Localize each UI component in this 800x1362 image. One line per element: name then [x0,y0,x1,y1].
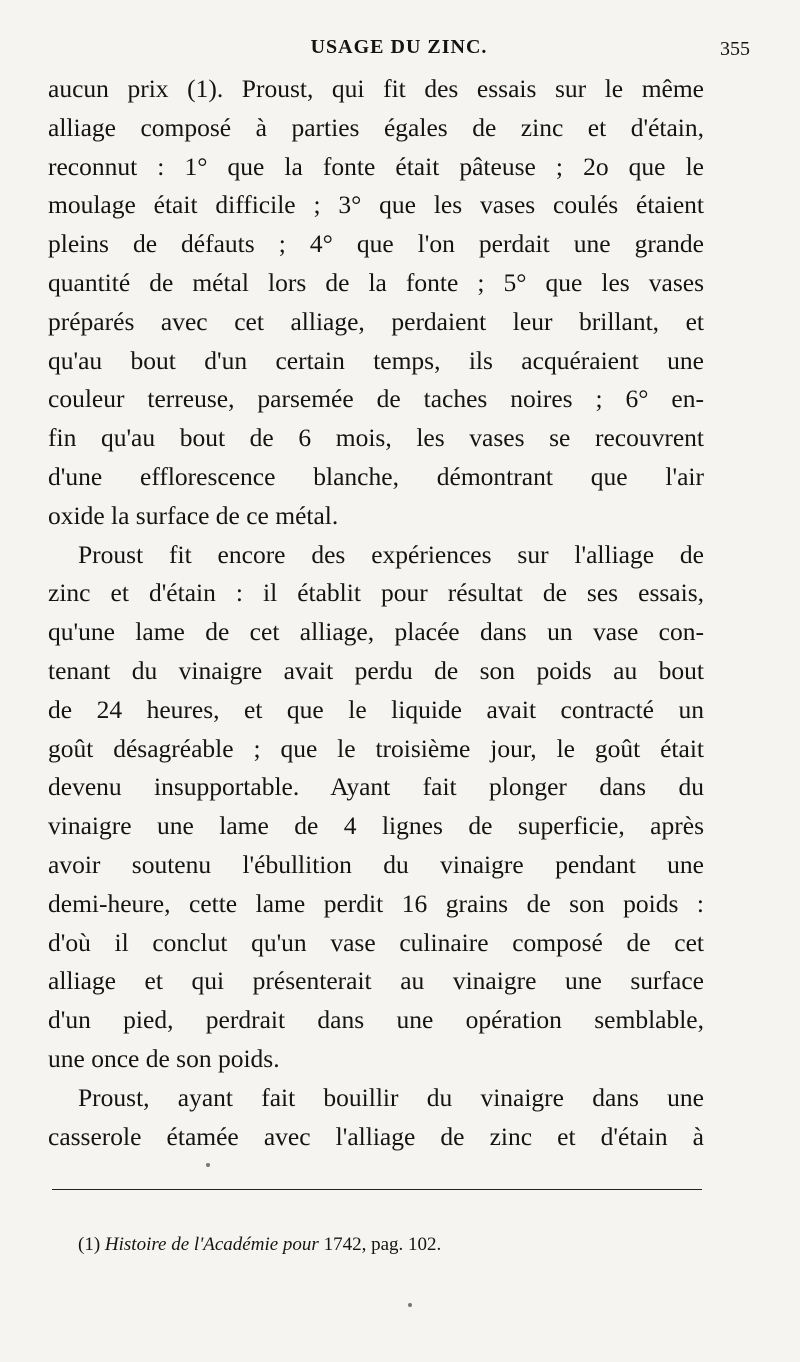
text-line: d'une efflorescence blanche, démontrant que l'air [48,461,704,491]
text-line: Proust fit encore des expériences sur l'alliage de [78,539,704,569]
text-line: tenant du vinaigre avait perdu de son poids au bout [48,655,704,685]
footnote [78,1234,718,1256]
text-line: aucun prix (1). Proust, qui fit des essais sur le même [48,74,704,103]
text-line: demi-heure, cette lame perdit 16 grains de son poids : [48,888,704,918]
text-line: alliage composé à parties égales de zinc et d'étain, [48,112,704,142]
text-line: casserole étamée avec l'alliage de zinc et d'étain à [48,1121,704,1151]
footnote-source-title: Histoire de l'Académie pour [104,1234,319,1255]
text-line: d'un pied, perdrait dans une opération semblable, [48,1005,704,1035]
text-line: avoir soutenu l'ébullition du vinaigre pendant une [48,849,704,879]
text-line: zinc et d'étain : il établit pour résultat de ses essais, [48,578,704,608]
running-head [48,36,750,66]
text-line: oxide la surface de ce métal. [48,500,339,530]
footnote-citation: 1742, pag. 102. [323,1234,442,1255]
text-line: pleins de défauts ; 4° que l'on perdait une grande [48,229,704,259]
text-line: fin qu'au bout de 6 mois, les vases se recouvrent [48,423,704,453]
text-line: Proust, ayant fait bouillir du vinaigre dans une [78,1082,704,1112]
text-line: qu'au bout d'un certain temps, ils acquéraient une [48,345,704,375]
text-line: alliage et qui présenterait au vinaigre une surface [48,966,704,996]
text-line: moulage était difficile ; 3° que les vases coulés étaient [48,190,704,220]
body-text [48,70,704,1156]
text-line: quantité de métal lors de la fonte ; 5° que les vases [48,267,704,297]
text-line: couleur terreuse, parsemée de taches noires ; 6° en- [48,384,704,414]
text-line: vinaigre une lame de 4 lignes de superficie, après [48,811,704,841]
text-line: qu'une lame de cet alliage, placée dans un vase con- [48,617,704,647]
paper-speck [206,1163,210,1167]
text-line: d'où il conclut qu'un vase culinaire composé de cet [48,927,704,957]
running-head-title: USAGE DU ZINC. [310,36,488,58]
text-line: de 24 heures, et que le liquide avait contracté un [48,694,704,724]
paper-speck [408,1303,412,1307]
footnote-rule [52,1189,702,1190]
text-line: une once de son poids. [48,1043,280,1073]
text-line: reconnut : 1° que la fonte était pâteuse ; 2o que le [48,151,704,181]
page-number: 355 [720,38,750,60]
text-line: goût désagréable ; que le troisième jour, le goût était [48,733,704,763]
text-line: préparés avec cet alliage, perdaient leur brillant, et [48,306,704,336]
footnote-marker: (1) [78,1234,101,1255]
text-line: devenu insupportable. Ayant fait plonger dans du [48,772,704,802]
